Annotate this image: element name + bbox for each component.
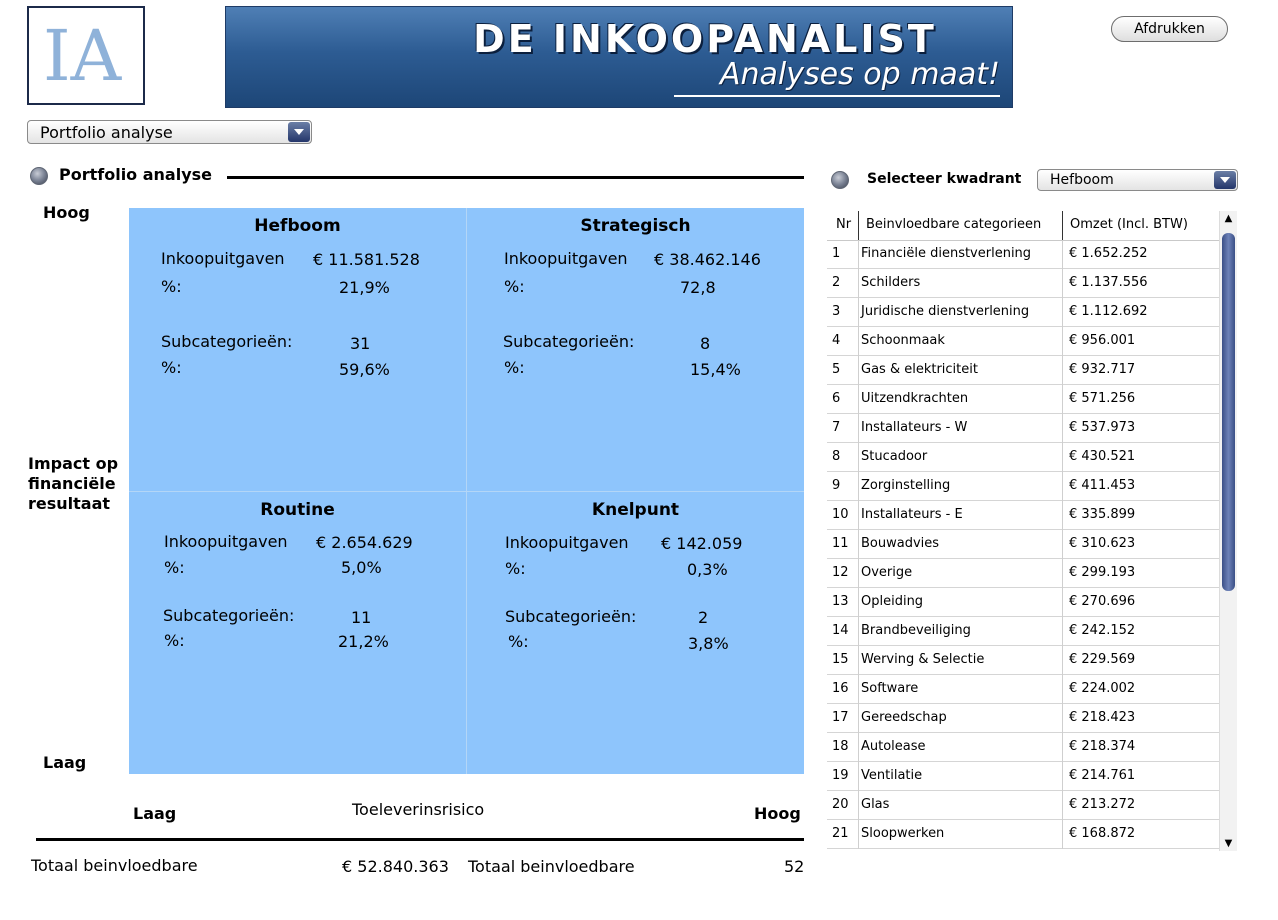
spend-pct-label: %: — [505, 559, 526, 578]
table-row[interactable] — [827, 559, 1219, 588]
cell-omzet: € 1.112.692 — [1069, 304, 1148, 319]
column-divider — [858, 762, 859, 791]
column-divider — [1062, 327, 1063, 356]
section-title: Portfolio analyse — [59, 165, 213, 184]
spend-value: € 142.059 — [661, 534, 743, 553]
table-row[interactable] — [827, 791, 1219, 820]
scroll-up-icon[interactable]: ▲ — [1224, 213, 1233, 224]
cell-omzet: € 411.453 — [1069, 478, 1136, 493]
header-banner — [225, 6, 1013, 108]
banner-subtitle: Analyses op maat! — [720, 57, 1000, 92]
column-divider — [1062, 443, 1063, 472]
chevron-down-icon[interactable] — [288, 122, 310, 142]
cell-category: Gereedschap — [861, 710, 947, 725]
spend-pct-value: 21,9% — [339, 278, 390, 297]
logo — [27, 6, 145, 105]
totals-divider — [36, 838, 804, 841]
sub-pct-value: 3,8% — [688, 634, 729, 653]
cell-nr: 7 — [832, 420, 841, 435]
table-row[interactable] — [827, 704, 1219, 733]
total-spend-value: € 52.840.363 — [342, 857, 449, 876]
column-divider — [858, 791, 859, 820]
column-divider — [1062, 820, 1063, 849]
cell-omzet: € 270.696 — [1069, 594, 1136, 609]
column-header-omzet[interactable]: Omzet (Incl. BTW) — [1070, 217, 1188, 232]
x-axis-high: Hoog — [754, 804, 801, 823]
quadrant-title: Hefboom — [254, 216, 341, 236]
column-divider — [858, 588, 859, 617]
cell-category: Sloopwerken — [861, 826, 945, 841]
cell-nr: 19 — [832, 768, 849, 783]
spend-pct-value: 5,0% — [341, 558, 382, 577]
spend-value: € 11.581.528 — [313, 250, 420, 269]
cell-omzet: € 932.717 — [1069, 362, 1136, 377]
column-divider — [858, 269, 859, 298]
column-divider — [858, 240, 859, 269]
section-bullet-icon — [30, 167, 48, 185]
y-axis-label — [28, 454, 118, 514]
spend-label: Inkoopuitgaven — [504, 249, 628, 268]
chevron-down-icon[interactable] — [1214, 171, 1236, 189]
column-divider — [858, 356, 859, 385]
cell-omzet: € 335.899 — [1069, 507, 1136, 522]
column-header-category[interactable]: Beinvloedbare categorieen — [866, 217, 1042, 232]
cell-category: Schoonmaak — [861, 333, 945, 348]
y-axis-label-line: Impact op — [28, 454, 119, 473]
y-axis-label-line: resultaat — [28, 494, 111, 513]
column-divider — [1062, 704, 1063, 733]
banner-underline — [674, 95, 1000, 97]
sub-label: Subcategorieën: — [161, 332, 293, 351]
cell-category: Software — [861, 681, 919, 696]
column-divider — [858, 443, 859, 472]
cell-omzet: € 310.623 — [1069, 536, 1136, 551]
column-divider — [1062, 356, 1063, 385]
kwadrant-select[interactable] — [1037, 169, 1238, 191]
sub-pct-label: %: — [508, 632, 529, 651]
cell-omzet: € 218.423 — [1069, 710, 1136, 725]
column-divider — [1062, 733, 1063, 762]
total-spend-label: Totaal beinvloedbare — [31, 856, 198, 875]
spend-pct-value: 0,3% — [687, 560, 728, 579]
scroll-down-icon[interactable]: ▼ — [1224, 838, 1233, 849]
column-divider — [1062, 472, 1063, 501]
table-row[interactable] — [827, 414, 1219, 443]
cell-category: Overige — [861, 565, 913, 580]
logo-text: IA — [43, 15, 122, 97]
total-count-value: 52 — [784, 857, 805, 876]
column-header-nr[interactable]: Nr — [836, 217, 852, 232]
column-divider — [858, 530, 859, 559]
quadrant-strategisch[interactable] — [467, 208, 804, 491]
column-divider — [858, 733, 859, 762]
total-count-label: Totaal beinvloedbare — [468, 857, 635, 876]
sub-pct-label: %: — [161, 358, 182, 377]
table-header — [827, 211, 1219, 241]
cell-omzet: € 299.193 — [1069, 565, 1136, 580]
table-row[interactable] — [827, 472, 1219, 501]
cell-omzet: € 571.256 — [1069, 391, 1136, 406]
cell-nr: 2 — [832, 275, 841, 290]
column-divider — [858, 385, 859, 414]
logo-icon — [29, 8, 143, 103]
table-row[interactable] — [827, 675, 1219, 704]
cell-nr: 17 — [832, 710, 849, 725]
quadrant-title: Knelpunt — [591, 500, 680, 520]
column-divider — [1062, 240, 1063, 269]
table-row[interactable] — [827, 385, 1219, 414]
section-divider — [227, 176, 804, 179]
cell-nr: 8 — [832, 449, 841, 464]
cell-nr: 21 — [832, 826, 849, 841]
cell-nr: 15 — [832, 652, 849, 667]
spend-label: Inkoopuitgaven — [505, 533, 629, 552]
cell-category: Ventilatie — [861, 768, 923, 783]
column-divider — [858, 617, 859, 646]
cell-category: Schilders — [861, 275, 921, 290]
column-divider — [858, 472, 859, 501]
sub-count-value: 11 — [351, 608, 372, 627]
spend-pct-value: 72,8 — [680, 278, 716, 297]
cell-omzet: € 956.001 — [1069, 333, 1136, 348]
x-axis-low: Laag — [133, 804, 177, 823]
cell-category: Uitzendkrachten — [861, 391, 969, 406]
column-divider — [1062, 298, 1063, 327]
column-divider — [1062, 646, 1063, 675]
y-axis-high: Hoog — [43, 203, 90, 222]
cell-nr: 9 — [832, 478, 841, 493]
cell-omzet: € 224.002 — [1069, 681, 1136, 696]
kwadrant-select-value: Hefboom — [1050, 172, 1114, 188]
cell-category: Installateurs - E — [861, 507, 963, 522]
sub-label: Subcategorieën: — [503, 332, 635, 351]
sub-pct-value: 15,4% — [690, 360, 741, 379]
column-divider — [858, 211, 859, 240]
column-divider — [858, 414, 859, 443]
cell-omzet: € 1.652.252 — [1069, 246, 1148, 261]
sub-count-value: 2 — [698, 608, 709, 627]
cell-nr: 18 — [832, 739, 849, 754]
cell-nr: 14 — [832, 623, 849, 638]
print-button[interactable]: Afdrukken — [1111, 16, 1228, 42]
cell-category: Zorginstelling — [861, 478, 951, 493]
scrollbar-thumb[interactable] — [1222, 233, 1235, 591]
column-divider — [1062, 385, 1063, 414]
sub-label: Subcategorieën: — [163, 606, 295, 625]
cell-nr: 5 — [832, 362, 841, 377]
quadrant-title: Strategisch — [580, 216, 691, 236]
cell-nr: 20 — [832, 797, 849, 812]
column-divider — [1062, 211, 1063, 240]
kwadrant-title: Selecteer kwadrant — [867, 171, 1022, 187]
table-row[interactable] — [827, 588, 1219, 617]
column-divider — [1062, 588, 1063, 617]
spend-pct-label: %: — [504, 277, 525, 296]
cell-omzet: € 1.137.556 — [1069, 275, 1148, 290]
cell-omzet: € 168.872 — [1069, 826, 1136, 841]
column-divider — [1062, 617, 1063, 646]
table-row[interactable] — [827, 733, 1219, 762]
y-axis-low: Laag — [43, 753, 87, 772]
cell-category: Gas & elektriciteit — [861, 362, 978, 377]
column-divider — [1062, 269, 1063, 298]
portfolio-matrix — [129, 208, 804, 774]
cell-nr: 11 — [832, 536, 849, 551]
cell-omzet: € 229.569 — [1069, 652, 1136, 667]
column-divider — [858, 559, 859, 588]
y-axis-label-line: financiële — [28, 474, 116, 493]
table-row[interactable] — [827, 530, 1219, 559]
column-divider — [858, 646, 859, 675]
cell-category: Juridische dienstverlening — [861, 304, 1030, 319]
table-row[interactable] — [827, 240, 1219, 269]
column-divider — [1062, 501, 1063, 530]
cell-nr: 16 — [832, 681, 849, 696]
banner-title: DE INKOOPANALIST — [473, 17, 937, 61]
sub-pct-label: %: — [164, 631, 185, 650]
cell-omzet: € 242.152 — [1069, 623, 1136, 638]
cell-category: Werving & Selectie — [861, 652, 985, 667]
analysis-select[interactable] — [27, 120, 312, 144]
spend-value: € 38.462.146 — [654, 250, 761, 269]
table-row[interactable] — [827, 327, 1219, 356]
table-row[interactable] — [827, 269, 1219, 298]
spend-label: Inkoopuitgaven — [164, 532, 288, 551]
cell-category: Stucadoor — [861, 449, 928, 464]
table-row[interactable] — [827, 617, 1219, 646]
column-divider — [858, 298, 859, 327]
cell-nr: 12 — [832, 565, 849, 580]
column-divider — [1062, 791, 1063, 820]
column-divider — [1062, 559, 1063, 588]
spend-pct-label: %: — [161, 277, 182, 296]
cell-category: Bouwadvies — [861, 536, 940, 551]
cell-nr: 6 — [832, 391, 841, 406]
column-divider — [1062, 675, 1063, 704]
spend-pct-label: %: — [164, 558, 185, 577]
cell-category: Opleiding — [861, 594, 924, 609]
cell-omzet: € 213.272 — [1069, 797, 1136, 812]
quadrant-routine[interactable] — [129, 492, 466, 775]
sub-pct-label: %: — [504, 358, 525, 377]
cell-omzet: € 537.973 — [1069, 420, 1136, 435]
column-divider — [1062, 414, 1063, 443]
table-row[interactable] — [827, 762, 1219, 791]
sub-count-value: 31 — [350, 334, 371, 353]
spend-value: € 2.654.629 — [316, 533, 413, 552]
table-row[interactable] — [827, 443, 1219, 472]
sub-label: Subcategorieën: — [505, 607, 637, 626]
analysis-select-value: Portfolio analyse — [40, 123, 173, 142]
cell-nr: 13 — [832, 594, 849, 609]
cell-nr: 10 — [832, 507, 849, 522]
sub-pct-value: 59,6% — [339, 360, 390, 379]
table-row[interactable] — [827, 501, 1219, 530]
table-row[interactable] — [827, 646, 1219, 675]
cell-category: Autolease — [861, 739, 926, 754]
quadrant-title: Routine — [260, 500, 335, 520]
column-divider — [858, 704, 859, 733]
quadrant-hefboom[interactable] — [129, 208, 466, 491]
cell-nr: 1 — [832, 246, 841, 261]
cell-category: Glas — [861, 797, 890, 812]
x-axis-label: Toeleverinsrisico — [352, 800, 485, 819]
column-divider — [858, 820, 859, 849]
cell-nr: 3 — [832, 304, 841, 319]
table-row[interactable] — [827, 820, 1219, 849]
cell-omzet: € 218.374 — [1069, 739, 1136, 754]
table-row[interactable] — [827, 356, 1219, 385]
column-divider — [1062, 762, 1063, 791]
cell-omzet: € 214.761 — [1069, 768, 1136, 783]
table-scrollbar[interactable] — [1219, 211, 1237, 851]
table-row[interactable] — [827, 298, 1219, 327]
cell-category: Installateurs - W — [861, 420, 968, 435]
column-divider — [858, 501, 859, 530]
column-divider — [858, 675, 859, 704]
sub-count-value: 8 — [700, 334, 711, 353]
kwadrant-bullet-icon — [831, 171, 849, 189]
column-divider — [1062, 530, 1063, 559]
sub-pct-value: 21,2% — [338, 632, 389, 651]
column-divider — [858, 327, 859, 356]
spend-label: Inkoopuitgaven — [161, 249, 285, 268]
cell-category: Financiële dienstverlening — [861, 246, 1032, 261]
cell-nr: 4 — [832, 333, 841, 348]
quadrant-knelpunt[interactable] — [467, 492, 804, 775]
category-table — [827, 211, 1237, 851]
cell-omzet: € 430.521 — [1069, 449, 1136, 464]
cell-category: Brandbeveiliging — [861, 623, 971, 638]
